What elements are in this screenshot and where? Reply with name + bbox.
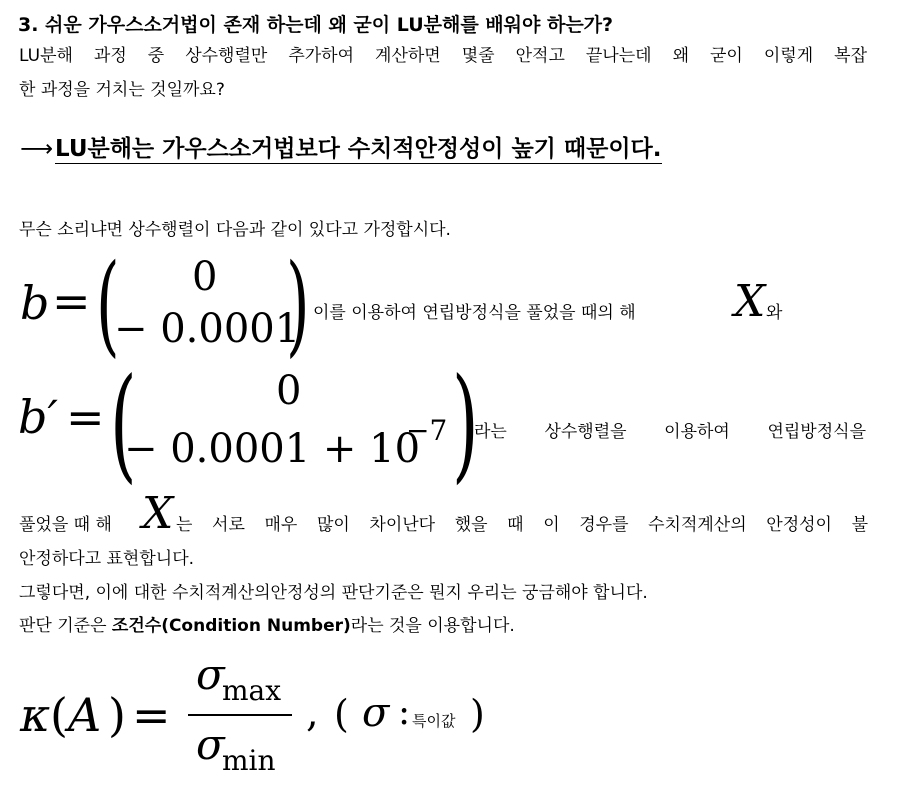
eq1-lhs: b bbox=[20, 276, 50, 330]
eq1-bottom-entry: − 0.0001 bbox=[114, 306, 301, 352]
formula-arg: A bbox=[68, 688, 102, 742]
note-close-paren: ) bbox=[470, 692, 485, 736]
eq2-top-entry: 0 bbox=[276, 368, 302, 414]
eq1-conjunction: 와 bbox=[766, 303, 783, 323]
eq1-var-x: X bbox=[734, 276, 766, 327]
criterion-term: 조건수(Condition Number) bbox=[111, 616, 351, 636]
fraction-bar bbox=[188, 714, 292, 716]
eq1-top-entry: 0 bbox=[192, 254, 218, 300]
solve-post: 는 서로 매우 많이 차이난다 했을 때 이 경우를 수치적계산의 안정성이 불 bbox=[176, 515, 868, 535]
eq1-description: 이를 이용하여 연립방정식을 풀었을 때의 해 bbox=[313, 303, 636, 323]
intro-line-2: 한 과정을 거치는 것일까요? bbox=[19, 80, 225, 100]
numerator-sigma: σ bbox=[196, 650, 225, 699]
solve-pre: 풀었을 때 해 bbox=[19, 515, 112, 535]
criterion-pre: 판단 기준은 bbox=[19, 616, 107, 636]
conclusion-text: LU분해는 가우스소거법보다 수치적안정성이 높기 때문이다. bbox=[54, 136, 662, 162]
formula-close-paren: ) bbox=[108, 688, 126, 742]
section-heading: 3. 쉬운 가우스소거법이 존재 하는데 왜 굳이 LU분해를 배워야 하는가? bbox=[18, 14, 614, 36]
note-sigma: σ bbox=[362, 690, 390, 736]
eq2-lhs: b′ bbox=[18, 390, 58, 444]
solve-line-2: 안정하다고 표현합니다. bbox=[19, 549, 195, 569]
eq1-equals: = bbox=[52, 274, 91, 328]
denominator-subscript: min bbox=[222, 744, 276, 777]
eq1-left-paren: ( bbox=[96, 240, 120, 368]
eq2-bottom-entry: − 0.0001 + 10 bbox=[124, 426, 421, 472]
eq2-description: 라는 상수행렬을 이용하여 연립방정식을 bbox=[474, 422, 866, 442]
eq1-right-paren: ) bbox=[286, 240, 310, 368]
numerator-subscript: max bbox=[222, 674, 282, 707]
intro-line-1: LU분해 과정 중 상수행렬만 추가하여 계산하면 몇줄 안적고 끝나는데 왜 굳이 이렇게 복잡 bbox=[19, 46, 867, 66]
assumption-text: 무슨 소리냐면 상수행렬이 다음과 같이 있다고 가정합시다. bbox=[19, 220, 451, 240]
note-colon: : bbox=[398, 692, 411, 733]
arrow-icon: ⟶ bbox=[20, 136, 53, 162]
solve-var-x: X bbox=[142, 488, 174, 539]
conclusion bbox=[20, 130, 662, 163]
criterion-post: 라는 것을 이용합니다. bbox=[350, 616, 515, 636]
formula-open-paren: ( bbox=[50, 688, 68, 742]
formula-kappa: κ bbox=[20, 688, 51, 742]
criterion-line bbox=[19, 612, 515, 640]
eq2-exponent: −7 bbox=[406, 414, 448, 447]
denominator-sigma: σ bbox=[196, 720, 225, 769]
formula-equals: = bbox=[132, 688, 171, 742]
eq2-right-paren: ) bbox=[452, 352, 479, 496]
question-text: 그렇다면, 이에 대한 수치적계산의안정성의 판단기준은 뭔지 우리는 궁금해야 합니다. bbox=[19, 583, 648, 603]
eq2-equals: = bbox=[66, 390, 105, 444]
note-text: 특이값 bbox=[412, 712, 456, 730]
eq2-left-paren: ( bbox=[110, 352, 137, 496]
note-open-paren: ( bbox=[334, 692, 349, 736]
formula-comma: , bbox=[306, 690, 319, 736]
